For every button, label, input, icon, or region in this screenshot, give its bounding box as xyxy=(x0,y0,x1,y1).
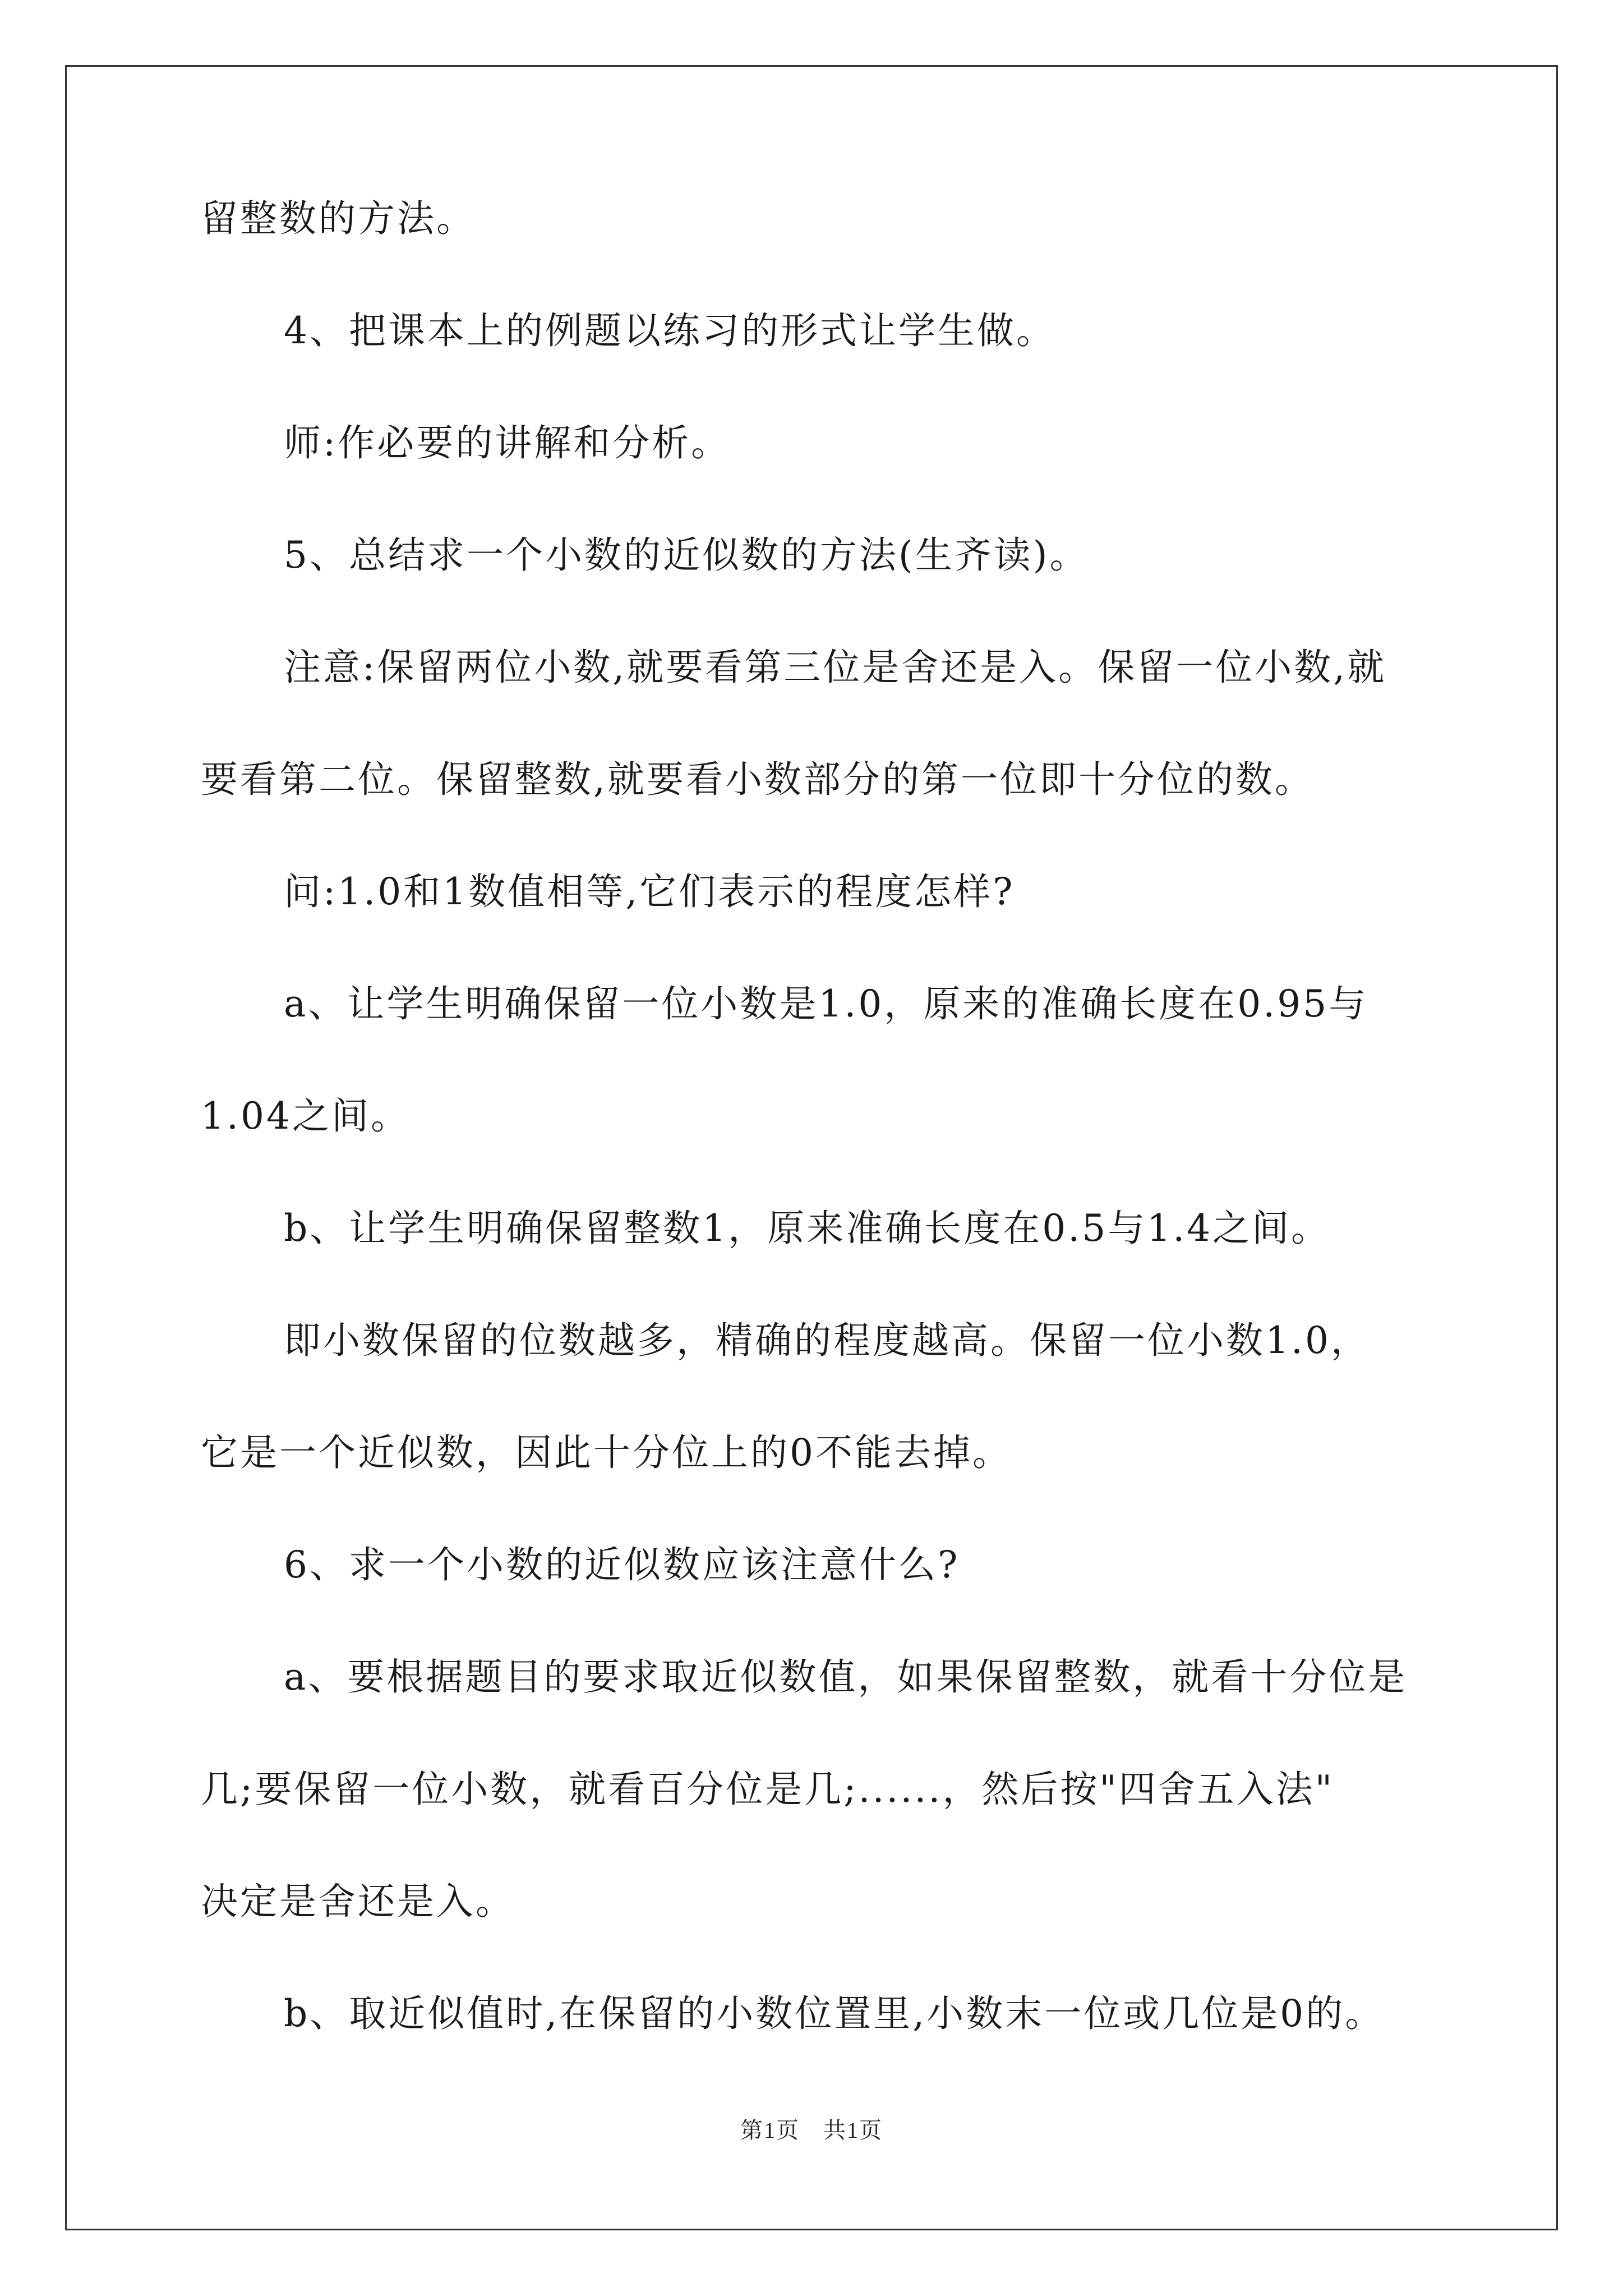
text-line: 师:作必要的讲解和分析。 xyxy=(284,421,731,464)
text-line: 决定是舍还是入。 xyxy=(201,1880,515,1923)
text-line: 几;要保留一位小数，就看百分位是几;......，然后按"四舍五入法" xyxy=(201,1768,1335,1811)
page-number-footer: 第1页 共1页 xyxy=(740,2118,883,2143)
text-line: 留整数的方法。 xyxy=(201,197,476,240)
text-line: 它是一个近似数，因此十分位上的0不能去掉。 xyxy=(201,1431,1012,1474)
text-line: 问:1.0和1数值相等,它们表示的程度怎样? xyxy=(284,870,1015,913)
text-line: 6、求一个小数的近似数应该注意什么? xyxy=(284,1543,960,1586)
text-line: b、取近似值时,在保留的小数位置里,小数末一位或几位是0的。 xyxy=(284,1992,1385,2035)
text-line: a、让学生明确保留一位小数是1.0，原来的准确长度在0.95与 xyxy=(284,982,1368,1025)
text-line: 要看第二位。保留整数,就要看小数部分的第一位即十分位的数。 xyxy=(201,758,1314,801)
text-line: 4、把课本上的例题以练习的形式让学生做。 xyxy=(284,309,1055,352)
text-line: 注意:保留两位小数,就要看第三位是舍还是入。保留一位小数,就 xyxy=(284,646,1387,689)
text-line: 1.04之间。 xyxy=(201,1094,410,1138)
text-line: b、让学生明确保留整数1，原来准确长度在0.5与1.4之间。 xyxy=(284,1207,1331,1250)
text-line: 即小数保留的位数越多，精确的程度越高。保留一位小数1.0， xyxy=(284,1319,1370,1362)
text-line: 5、总结求一个小数的近似数的方法(生齐读)。 xyxy=(284,533,1089,577)
text-line: a、要根据题目的要求取近似数值，如果保留整数，就看十分位是 xyxy=(284,1655,1408,1699)
